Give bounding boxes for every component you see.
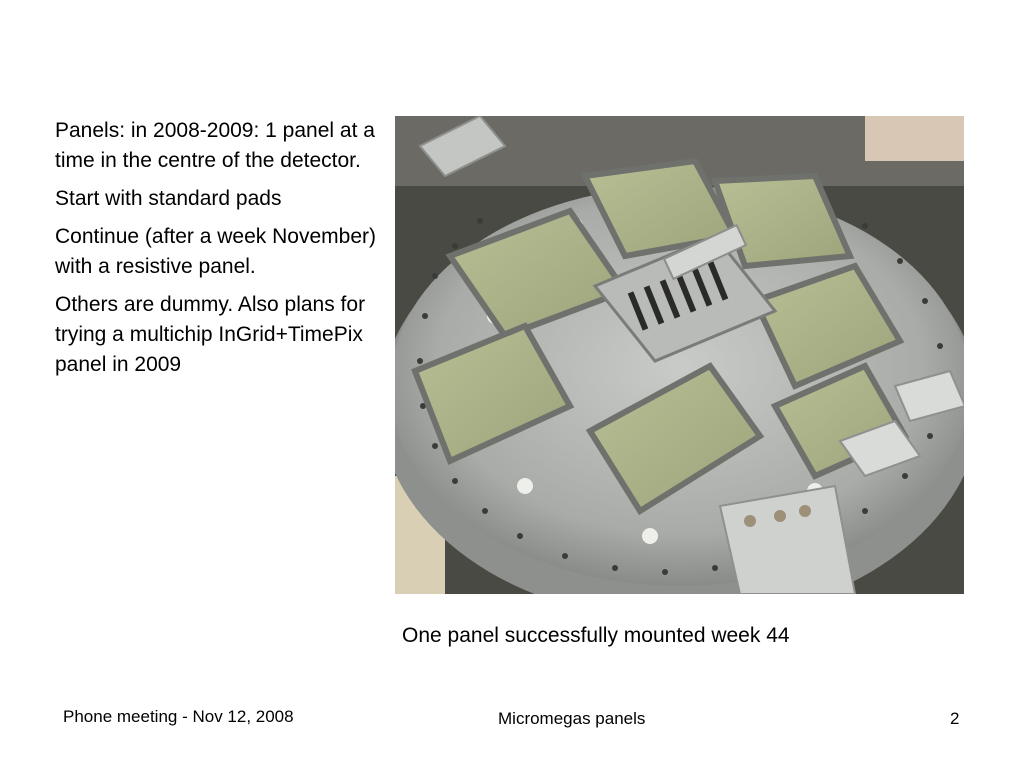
- detector-photo: [395, 116, 964, 594]
- bullet-item-2: Start with standard pads: [55, 187, 282, 210]
- footer-title: Micromegas panels: [498, 709, 646, 728]
- bullet-list: [55, 116, 385, 388]
- page-number: 2: [950, 709, 960, 728]
- footer-meeting-date: Phone meeting - Nov 12, 2008: [63, 707, 294, 726]
- detector-photo-illustration: [395, 116, 964, 594]
- bullet-item-4: Others are dummy. Also plans for trying a multichip InGrid+TimePix panel in 2009: [55, 293, 366, 376]
- bullet-item-3: Continue (after a week November) with a resistive panel.: [55, 225, 376, 278]
- photo-caption: One panel successfully mounted week 44: [402, 624, 790, 647]
- bullet-item-1: Panels: in 2008-2009: 1 panel at a time in the centre of the detector.: [55, 119, 375, 172]
